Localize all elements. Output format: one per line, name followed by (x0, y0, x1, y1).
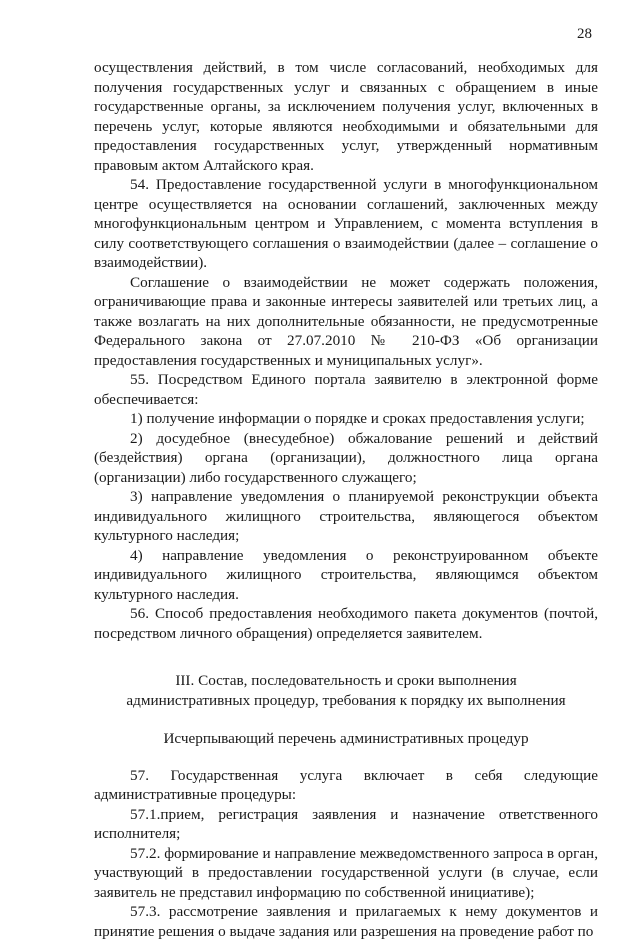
list-item-57-2: 57.2. формирование и направление межведомственного запроса в орган, участвующий в предоставлении государственной услуги (в случае, если заявитель не представил информацию по собственной инициативе); (94, 844, 598, 901)
document-body (94, 58, 598, 941)
paragraph-56: 56. Способ предоставления необходимого пакета документов (почтой, посредством личного обращения) определяется заявителем. (94, 605, 598, 642)
paragraph-continuation: осуществления действий, в том числе согласований, необходимых для получения государственных услуг и связанных с обращением в иные государственные органы, за исключением получения услуг, включенных в перечень услуг, которые являются необходимыми и обязательными для предоставления государственных услуг, утвержденный нормативным правовым актом Алтайского края. (94, 59, 598, 174)
list-item-55-1: 1) получение информации о порядке и сроках предоставления услуги; (130, 410, 585, 427)
section-heading-line-1: III. Состав, последовательность и сроки выполнения (175, 672, 517, 689)
subheading: Исчерпывающий перечень административных процедур (163, 730, 529, 747)
subheading-gap (94, 710, 598, 729)
paragraph-55: 55. Посредством Единого портала заявителю в электронной форме обеспечивается: (94, 371, 598, 408)
paragraph-54: 54. Предоставление государственной услуги в многофункциональном центре осуществляется на основании соглашений, заключенных между многофункциональным центром и Управлением, с момента вступления в силу соответствующего соглашения о взаимодействии (далее – соглашение о взаимодействии). (94, 176, 598, 271)
list-item-57-1: 57.1.прием, регистрация заявления и назначение ответственного исполнителя; (94, 805, 598, 842)
list-gap (94, 749, 598, 766)
paragraph-57: 57. Государственная услуга включает в себя следующие административные процедуры: (94, 766, 598, 803)
section-heading-line-2: административных процедур, требования к порядку их выполнения (126, 691, 566, 709)
page-number: 28 (577, 26, 592, 42)
list-item-55-3: 3) направление уведомления о планируемой реконструкции объекта индивидуального жилищного строительства, являющегося объектом культурного наследия; (94, 488, 598, 544)
list-item-55-2: 2) досудебное (внесудебное) обжалование решений и действий (бездействия) органа (организации), должностного лица органа (организации) либо государственного служащего; (94, 429, 598, 486)
section-gap (94, 643, 598, 671)
list-item-57-3: 57.3. рассмотрение заявления и прилагаемых к нему документов и принятие решения о выдаче задания или разрешения на проведение работ по (94, 903, 598, 940)
paragraph-agreement: Соглашение о взаимодействии не может содержать положения, ограничивающие права и законные интересы заявителей или третьих лиц, а также возлагать на них дополнительные обязанности, не предусмотренные Федерального закона от 27.07.2010 № 210-ФЗ «Об организации предоставления государственных и муниципальных услуг». (94, 273, 598, 369)
list-item-55-4: 4) направление уведомления о реконструированном объекте индивидуального жилищного строительства, являющимся объектом культурного наследия. (94, 546, 598, 603)
